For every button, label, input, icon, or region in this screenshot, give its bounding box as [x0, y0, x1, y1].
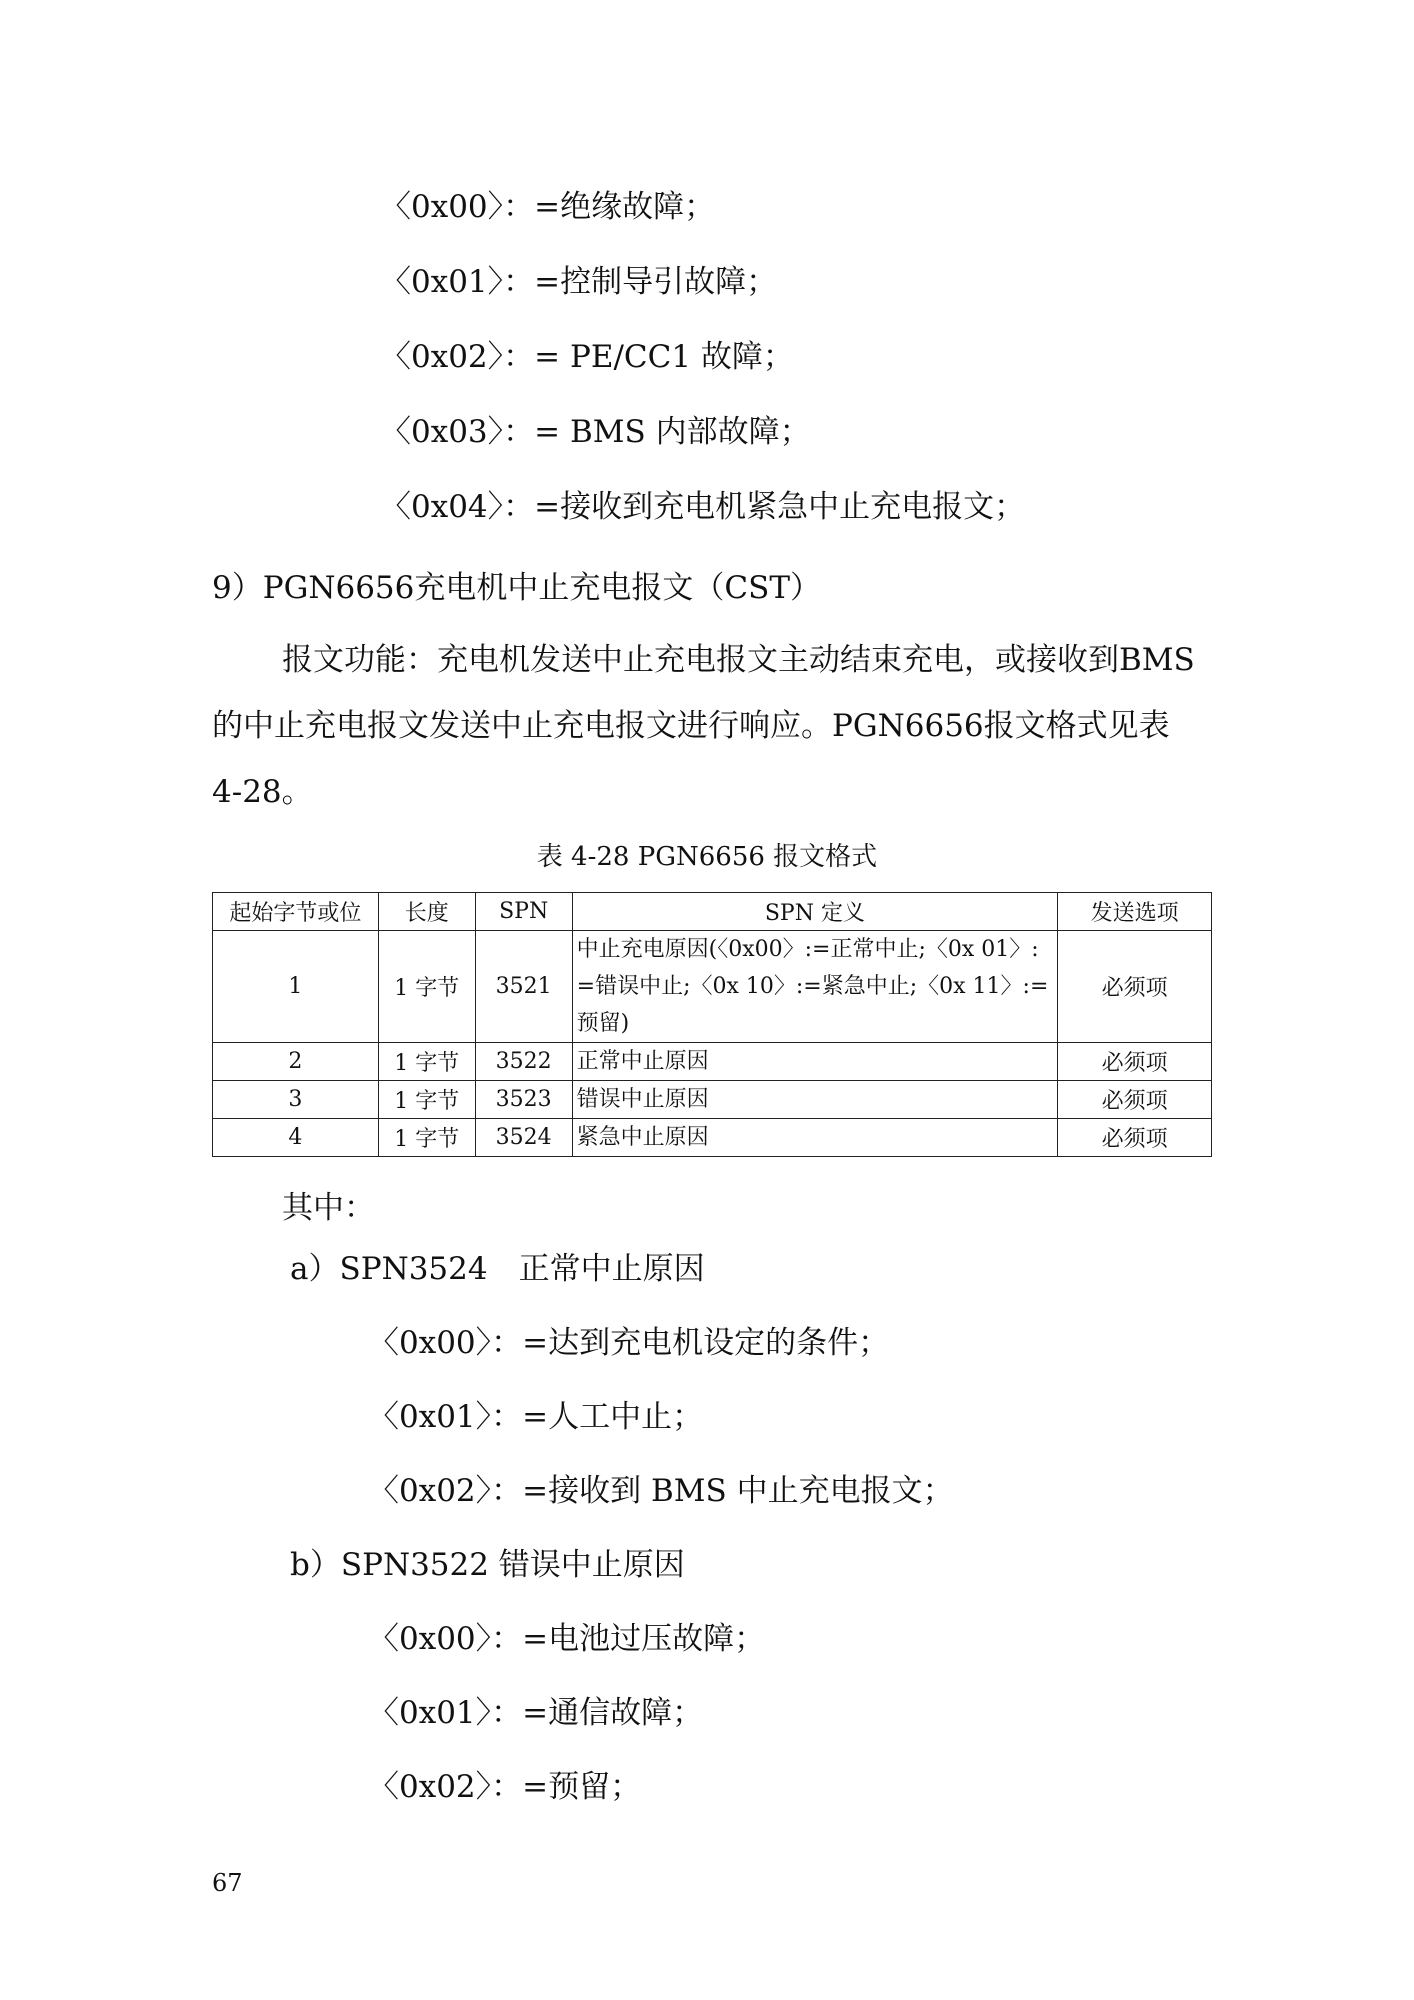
- cell-definition: 紧急中止原因: [572, 1119, 1058, 1157]
- table-row: [213, 931, 1212, 1043]
- subsection-a-heading: a）SPN3524 正常中止原因: [290, 1251, 705, 1287]
- table-caption: 表 4-28 PGN6656 报文格式: [536, 842, 878, 872]
- cell-spn: 3521: [475, 931, 572, 1043]
- cell-spn: 3524: [475, 1119, 572, 1157]
- cell-start: 3: [213, 1081, 379, 1119]
- header-spn-definition: SPN 定义: [572, 893, 1058, 931]
- definition-line: 中止充电原因(〈0x00〉:=正常中止;〈0x 01〉:: [576, 937, 1039, 962]
- paragraph-line: 报文功能：充电机发送中止充电报文主动结束充电，或接收到BMS: [282, 642, 1195, 678]
- list-item: 〈0x00〉：=达到充电机设定的条件；: [368, 1325, 890, 1361]
- table-row: [213, 1043, 1212, 1081]
- list-item: 〈0x04〉：=接收到充电机紧急中止充电报文；: [380, 489, 1026, 525]
- list-item: 〈0x00〉：=绝缘故障；: [380, 189, 716, 225]
- page-number: 67: [212, 1869, 243, 1897]
- table-header-row: [213, 893, 1212, 931]
- header-length: 长度: [378, 893, 475, 931]
- definition-line: =错误中止;〈0x 10〉:=紧急中止;〈0x 11〉:=: [576, 974, 1049, 999]
- table-row: [213, 1119, 1212, 1157]
- header-send-option: 发送选项: [1058, 893, 1212, 931]
- cell-length: 1 字节: [378, 1081, 475, 1119]
- list-item: 〈0x01〉：=人工中止；: [368, 1399, 704, 1435]
- list-item: 〈0x02〉：= PE/CC1 故障；: [380, 339, 794, 375]
- section-heading: 9）PGN6656充电机中止充电报文（CST）: [212, 570, 821, 606]
- list-item: 〈0x03〉：= BMS 内部故障；: [380, 414, 811, 450]
- subsection-b-heading: b）SPN3522 错误中止原因: [290, 1547, 685, 1583]
- cell-definition: [572, 931, 1058, 1043]
- cell-start: 2: [213, 1043, 379, 1081]
- cell-length: 1 字节: [378, 931, 475, 1043]
- cell-option: 必须项: [1058, 1119, 1212, 1157]
- cell-length: 1 字节: [378, 1043, 475, 1081]
- cell-definition: 错误中止原因: [572, 1081, 1058, 1119]
- list-item: 〈0x02〉：=接收到 BMS 中止充电报文；: [368, 1473, 954, 1509]
- paragraph-line: 的中止充电报文发送中止充电报文进行响应。PGN6656报文格式见表: [212, 708, 1170, 744]
- cell-length: 1 字节: [378, 1119, 475, 1157]
- cell-start: 1: [213, 931, 379, 1043]
- cell-option: 必须项: [1058, 1081, 1212, 1119]
- cell-start: 4: [213, 1119, 379, 1157]
- header-start-byte: 起始字节或位: [213, 893, 379, 931]
- where-label: 其中：: [282, 1190, 375, 1226]
- cell-spn: 3522: [475, 1043, 572, 1081]
- definition-line: 预留): [576, 1011, 630, 1036]
- list-item: 〈0x02〉：=预留；: [368, 1769, 642, 1805]
- paragraph-line: 4-28。: [212, 774, 313, 810]
- pgn6656-format-table: [212, 892, 1212, 1157]
- cell-option: 必须项: [1058, 1043, 1212, 1081]
- cell-spn: 3523: [475, 1081, 572, 1119]
- list-item: 〈0x01〉：=控制导引故障；: [380, 264, 778, 300]
- cell-option: 必须项: [1058, 931, 1212, 1043]
- list-item: 〈0x00〉：=电池过压故障；: [368, 1621, 766, 1657]
- table-row: [213, 1081, 1212, 1119]
- list-item: 〈0x01〉：=通信故障；: [368, 1695, 704, 1731]
- cell-definition: 正常中止原因: [572, 1043, 1058, 1081]
- header-spn: SPN: [475, 893, 572, 931]
